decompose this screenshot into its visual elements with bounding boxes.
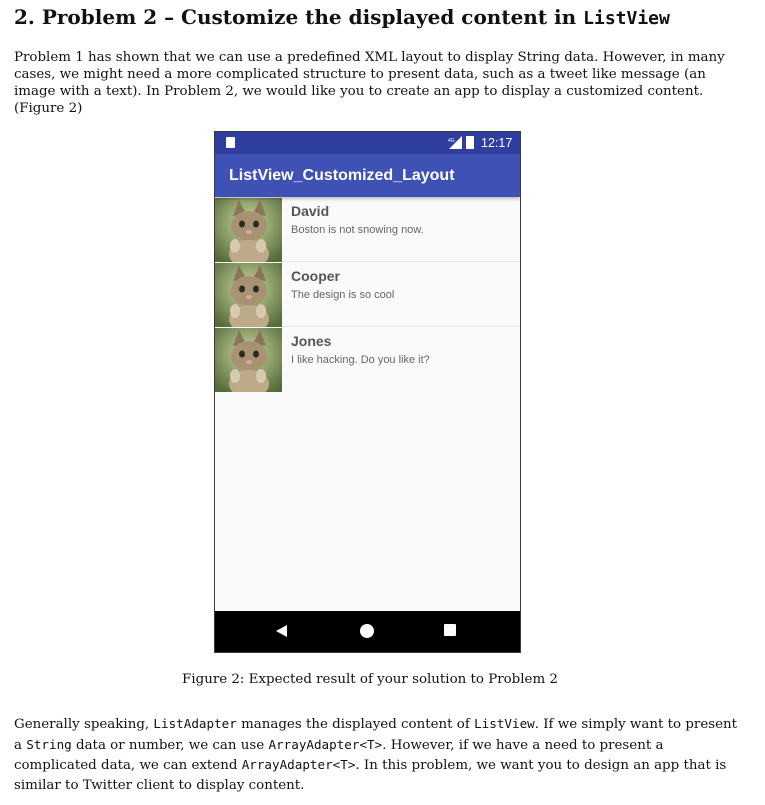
list-item[interactable] (215, 327, 520, 392)
body-text: manages the displayed content of (236, 717, 475, 732)
body-code: ListAdapter (153, 716, 237, 731)
network-type-label: 4G (448, 138, 455, 144)
item-message: I like hacking. Do you like it? (291, 354, 430, 366)
list-item[interactable] (215, 262, 520, 327)
app-title: ListView_Customized_Layout (229, 167, 455, 184)
body-code: ArrayAdapter<T> (268, 736, 383, 752)
recents-icon[interactable] (444, 624, 456, 636)
body-code: ArrayAdapter<T> (241, 757, 356, 772)
body-paragraph (14, 714, 749, 795)
body-code: String (26, 736, 72, 752)
item-message: The design is so cool (291, 289, 395, 301)
body-text: . In this problem, we want you to design an app that is similar to Twitter client to display content. (14, 758, 727, 793)
body-text: . If we simply want to present a (14, 717, 738, 753)
app-bar (215, 154, 520, 197)
kitten-avatar-icon (215, 263, 282, 327)
status-time: 12:17 (481, 136, 513, 150)
phone-screenshot (215, 132, 520, 652)
list-item[interactable] (215, 197, 520, 262)
body-text: Generally speaking, (14, 717, 154, 732)
back-icon[interactable] (276, 625, 287, 637)
signal-icon (448, 136, 462, 149)
item-name: Jones (291, 333, 332, 349)
navigation-bar (215, 611, 520, 652)
item-name: David (291, 203, 330, 219)
section-heading (14, 4, 754, 32)
body-text: data or number, we can use (71, 737, 269, 753)
status-bar (215, 132, 520, 154)
body-code: ListView (474, 716, 535, 731)
item-message: Boston is not snowing now. (291, 224, 424, 236)
list-view[interactable] (215, 197, 520, 392)
item-name: Cooper (291, 268, 340, 284)
intro-paragraph: Problem 1 has shown that we can use a predefined XML layout to display String data. However, in many cases, we might need a more complicated structure to present data, such as a tweet like message (an image with a text). In Problem 2, we would like you to create an app to display a customized content. (Figure 2) (14, 50, 725, 116)
heading-code: ListView (583, 8, 670, 29)
kitten-avatar-icon (215, 198, 282, 262)
body-text: . However, if we have a need to present a complicated data, we can extend (14, 737, 664, 773)
heading-text: 2. Problem 2 – Customize the displayed content in (14, 5, 584, 29)
figure-caption: Figure 2: Expected result of your solution to Problem 2 (182, 672, 558, 687)
home-icon[interactable] (360, 624, 374, 638)
battery-icon (466, 136, 474, 149)
kitten-avatar-icon (215, 328, 282, 392)
sd-card-icon (226, 137, 235, 148)
